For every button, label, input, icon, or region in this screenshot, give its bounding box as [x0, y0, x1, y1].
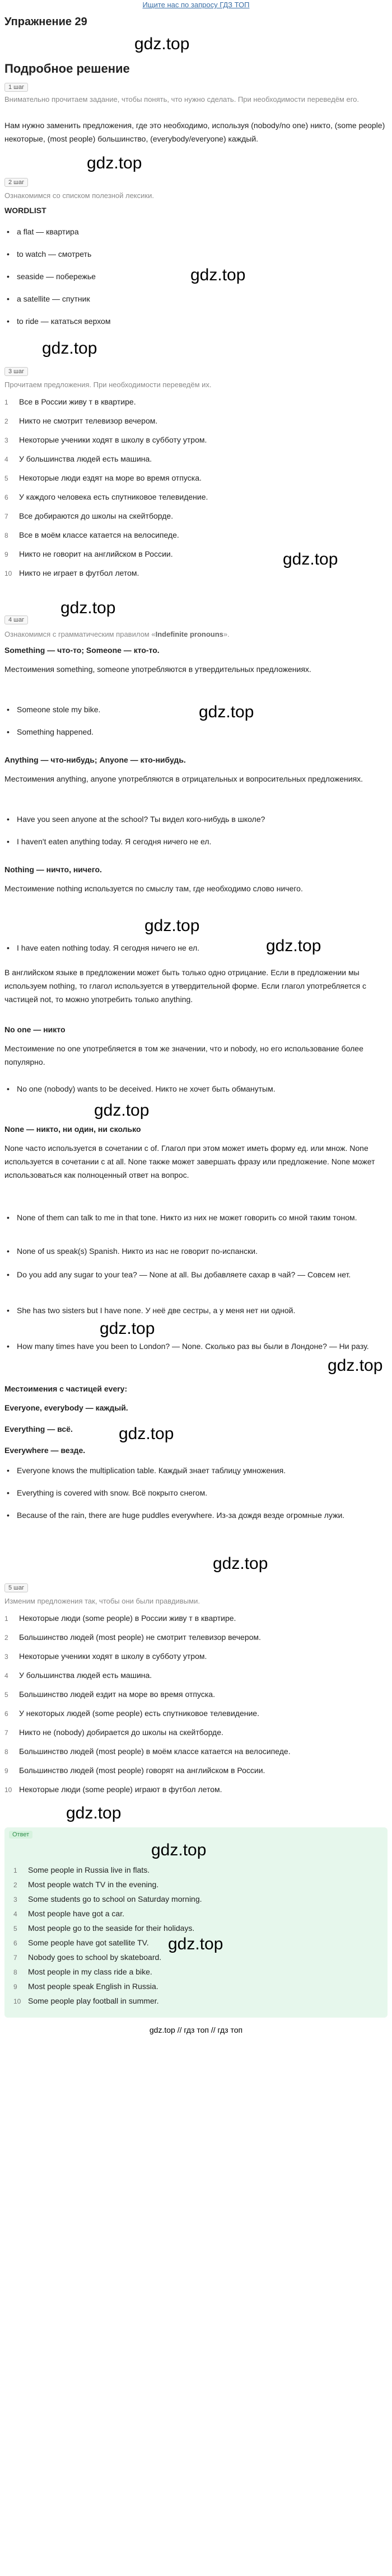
watermark: gdz.top [94, 1101, 150, 1120]
watermark: gdz.top [100, 1319, 155, 1338]
example-item: • She has two sisters but I have none. У неё две сестры, а у меня нет ни одной. [17, 1304, 381, 1317]
sentence-item: 3 Некоторые ученики ходят в школу в субботу утром. [4, 435, 207, 444]
example-item: • None of us speak(s) Spanish. Никто из нас не говорит по-испански. [17, 1244, 381, 1258]
sentence-item: 1 Все в России живу т в квартире. [4, 397, 136, 406]
example-item: • I haven't eaten anything today. Я сегодня ничего не ел. [17, 835, 381, 848]
sentence-item: 2 Никто не смотрит телевизор вечером. [4, 416, 158, 425]
example-item: • Have you seen anyone at the school? Ты видел кого-нибудь в школе? [17, 812, 381, 826]
sentence-item: 6 У некоторых людей (some people) есть спутниковое телевидение. [4, 1709, 259, 1718]
step-3-tag: 3 шаг [4, 367, 28, 376]
watermark: gdz.top [328, 1356, 383, 1375]
answer-item: 4 Most people have got a car. [13, 1909, 124, 1918]
sentence-item: 9 Большинство людей (most people) говорят на английском в России. [4, 1766, 265, 1775]
watermark: gdz.top [190, 266, 246, 284]
watermark: gdz.top [199, 703, 254, 721]
anything-rule: Местоимения anything, anyone употребляются в отрицательных и вопросительных предложениях. [4, 774, 363, 783]
example-item: • Something happened. [17, 725, 381, 739]
step-4-note: Ознакомимся с грамматическим правилом «Indefinite pronouns». [4, 630, 230, 638]
step-2-tag: 2 шаг [4, 178, 28, 187]
every-item: Everywhere — везде. [4, 1446, 86, 1455]
example-item: • Because of the rain, there are huge puddles everywhere. Из-за дождя везде огромные лужи. [17, 1508, 381, 1522]
answer-item: 10 Some people play football in summer. [13, 1996, 159, 2005]
something-heading: Something — что-то; Someone — кто-то. [4, 646, 160, 655]
wordlist-item: • a satellite — спутник [17, 292, 381, 305]
watermark: gdz.top [87, 154, 142, 172]
watermark: gdz.top [144, 916, 200, 935]
solution-title: Подробное решение [4, 62, 130, 76]
watermark: gdz.top [213, 1554, 268, 1573]
step-1-tag: 1 шаг [4, 83, 28, 92]
sentence-item: 4 У большинства людей есть машина. [4, 454, 152, 463]
watermark: gdz.top [266, 937, 321, 955]
example-item: • Someone stole my bike. [17, 703, 381, 716]
step-5-tag: 5 шаг [4, 1583, 28, 1592]
step-3-note: Прочитаем предложения. При необходимости переведём их. [4, 380, 212, 389]
answer-item: 6 Some people have got satellite TV. [13, 1938, 149, 1947]
anything-heading: Anything — что-нибудь; Anyone — кто-нибудь. [4, 755, 186, 764]
sentence-item: 2 Большинство людей (most people) не смотрит телевизор вечером. [4, 1633, 261, 1642]
sentence-item: 10 Никто не играет в футбол летом. [4, 568, 139, 577]
every-item: Everything — всё. [4, 1425, 73, 1433]
sentence-item: 8 Все в моём классе катается на велосипеде. [4, 530, 179, 539]
sentence-item: 3 Некоторые ученики ходят в школу в субботу утром. [4, 1652, 207, 1661]
step-2-note: Ознакомимся со списком полезной лексики. [4, 191, 154, 200]
sentence-item: 1 Некоторые люди (some people) в России живу т в квартире. [4, 1614, 236, 1623]
every-item: Everyone, everybody — каждый. [4, 1403, 128, 1412]
watermark: gdz.top [119, 1425, 174, 1443]
footer-links[interactable]: gdz.top // гдз топ // гдз топ [149, 2025, 243, 2034]
exercise-title: Упражнение 29 [4, 16, 87, 28]
noone-heading: No one — никто [4, 1025, 66, 1034]
watermark: gdz.top [66, 1804, 122, 1822]
negation-rule: В английском языке в предложении может быть только одно отрицание. Если в предложении мы используем nothing, то глагол используется в утвердительной форме. Если глагол употребляется с частицей not, то можно употребить только anything. [4, 968, 367, 1004]
example-item: • Everyone knows the multiplication table. Каждый знает таблицу умножения. [17, 1464, 381, 1477]
wordlist-item: • seaside — побережье [17, 270, 381, 283]
answer-item: 9 Most people speak English in Russia. [13, 1982, 158, 1991]
step-1-note: Внимательно прочитаем задание, чтобы понять, что нужно сделать. При необходимости переведём его. [4, 95, 359, 104]
answer-item: 2 Most people watch TV in the evening. [13, 1880, 159, 1889]
watermark: gdz.top [134, 35, 190, 53]
example-item: • None of them can talk to me in that tone. Никто из них не может говорить со мной таким тоном. [17, 1211, 381, 1224]
step-5-note: Изменим предложения так, чтобы они были правдивыми. [4, 1597, 200, 1605]
search-hint-link[interactable]: Ищите нас по запросу ГДЗ ТОП [142, 1, 250, 9]
noone-rule: Местоимение no one употребляется в том же значении, что и nobody, но его использование более популярно. [4, 1044, 363, 1066]
none-heading: None — никто, ни один, ни сколько [4, 1125, 141, 1134]
example-item: • Do you add any sugar to your tea? — None at all. Вы добавляете сахар в чай? — Совсем нет. [17, 1268, 381, 1281]
nothing-rule: Местоимение nothing используется по смыслу там, где необходимо слово ничего. [4, 884, 303, 893]
answer-item: 5 Most people go to the seaside for their holidays. [13, 1924, 195, 1933]
every-heading: Местоимения с частицей every: [4, 1384, 128, 1393]
sentence-item: 5 Большинство людей ездит на море во время отпуска. [4, 1690, 215, 1699]
sentence-item: 7 Все добираются до школы на скейтборде. [4, 511, 174, 520]
step-1-text: Нам нужно заменить предложения, где это необходимо, используя (nobody/no one) никто, (some people) некоторые, (most people) большинство, (everybody/everyone) каждый. [4, 121, 385, 143]
wordlist-item: • to ride — кататься верхом [17, 314, 381, 328]
wordlist-item: • a flat — квартира [17, 225, 381, 238]
watermark: gdz.top [168, 1935, 223, 1953]
example-item: • No one (nobody) wants to be deceived. Никто не хочет быть обманутым. [17, 1082, 381, 1096]
sentence-item: 9 Никто не говорит на английском в России. [4, 549, 173, 558]
sentence-item: 4 У большинства людей есть машина. [4, 1671, 152, 1680]
watermark: gdz.top [42, 339, 97, 358]
sentence-item: 5 Некоторые люди ездят на море во время отпуска. [4, 473, 202, 482]
watermark: gdz.top [151, 1841, 207, 1859]
answer-item: 3 Some students go to school on Saturday morning. [13, 1895, 202, 1903]
answer-item: 1 Some people in Russia live in flats. [13, 1865, 150, 1874]
sentence-item: 7 Никто не (nobody) добирается до школы на скейтборде. [4, 1728, 223, 1737]
example-item: • Everything is covered with snow. Всё покрыто снегом. [17, 1486, 381, 1499]
example-item: • How many times have you been to London? — None. Сколько раз вы были в Лондоне? — Ни разу. [17, 1339, 381, 1353]
answer-item: 7 Nobody goes to school by skateboard. [13, 1953, 162, 1962]
none-rule: None часто используется в сочетании с of. Глагол при этом может иметь форму ед. или множ. None используется в сочетании с at all. None также может завершать фразу или предложение. None может использоваться как полноценный ответ на вопрос. [4, 1144, 375, 1179]
something-rule: Местоимения something, someone употребляются в утвердительных предложениях. [4, 665, 311, 674]
step-4-tag: 4 шаг [4, 615, 28, 624]
sentence-item: 8 Большинство людей (most people) в моём классе катается на велосипеде. [4, 1747, 291, 1756]
watermark: gdz.top [60, 599, 116, 617]
wordlist-item: • to watch — смотреть [17, 247, 381, 261]
sentence-item: 6 У каждого человека есть спутниковое телевидение. [4, 492, 208, 501]
sentence-item: 10 Некоторые люди (some people) играют в футбол летом. [4, 1785, 222, 1794]
example-item: • I have eaten nothing today. Я сегодня ничего не ел. [17, 941, 381, 955]
watermark: gdz.top [283, 550, 338, 568]
wordlist-heading: WORDLIST [4, 206, 46, 215]
answer-item: 8 Most people in my class ride a bike. [13, 1967, 152, 1976]
answer-tag: Ответ [9, 1831, 32, 1839]
nothing-heading: Nothing — ничто, ничего. [4, 865, 102, 874]
